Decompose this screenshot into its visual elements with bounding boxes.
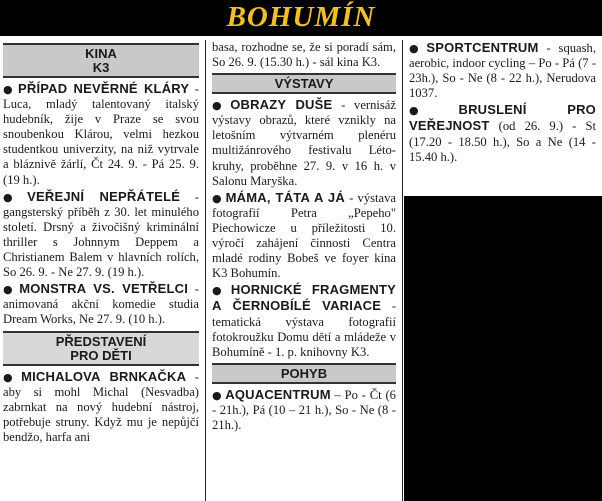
listing-body: - Luca, mladý talentovaný italský hudebník, žije v Praze se svou snoubenkou Klárou, velmi hezkou studentkou univerzity, na niž vytrvale a bláznivě žárlí, Čt 24. 9. - Pá 25. 9. (19 h.).	[3, 82, 199, 187]
column-divider	[402, 40, 403, 501]
listing-entry	[212, 282, 396, 359]
bullet-icon: ●	[3, 83, 15, 96]
bullet-icon: ●	[3, 283, 17, 297]
listing-title: BRUSLENÍ PRO VEŘEJNOST	[409, 102, 596, 134]
listing-entry	[3, 189, 199, 281]
section-heading-line: KINA	[85, 46, 117, 61]
bullet-icon: ●	[3, 370, 19, 384]
section-heading-line: PŘEDSTAVENÍ	[55, 333, 147, 349]
bullet-icon: ●	[212, 99, 228, 113]
listing-title: PŘÍPAD NEVĚRNÉ KLÁRY	[17, 81, 190, 96]
listing-body: - squash, aerobic, indoor cycling – Po - Pá (7 - 23h.), So - Ne (8 - 22 h.), Nerudova 1037.	[409, 41, 596, 101]
masthead-title: BOHUMÍN	[226, 0, 376, 33]
bullet-icon: ●	[212, 388, 223, 402]
listing-body: - aby si mohl Michal (Nesvadba) zabrnkat na nový hudební nástroj, potřebuje struny. Když mu je nepůjčí bendžo, harfa ani	[3, 369, 199, 444]
listing-title: OBRAZY DUŠE	[230, 97, 333, 113]
listing-entry	[3, 281, 199, 327]
bullet-icon: ●	[409, 104, 456, 118]
column-2	[212, 40, 396, 501]
listing-title: MICHALOVA BRNKAČKA	[21, 368, 187, 384]
listing-title: MÁMA, TÁTA A JÁ	[225, 189, 345, 205]
listing-entry	[212, 97, 396, 189]
listing-title: MONSTRA VS. VETŘELCI	[19, 281, 189, 297]
section-heading-line: VÝSTAVY	[274, 76, 334, 92]
section-heading-line: POHYB	[280, 365, 328, 381]
listing-body: - vernisáž výstavy obrazů, které vznikly na letošním výtvarném plenéru multižánrového festivalu Léto-kruhy, proběhne 27. 9. v 16 h. v Salonu Maryška.	[212, 98, 396, 188]
section-heading-vystavy	[212, 73, 396, 94]
masthead-banner	[0, 0, 602, 36]
bullet-icon: ●	[3, 190, 25, 204]
listing-body: - tematická výstava fotografií fotokroužku Domu dětí a mládeže v Bohumíně - 1. p. knihovny K3.	[212, 299, 396, 359]
column-1	[3, 40, 199, 501]
section-heading-line: PRO DĚTI	[70, 347, 132, 363]
listing-body: - animovaná akční komedie studia Dream Works, Ne 27. 9. (10 h.).	[3, 282, 199, 327]
section-heading-kina	[3, 43, 199, 78]
bullet-icon: ●	[212, 191, 223, 205]
listing-body: - výstava fotografií Petra „Pepeho" Piechowicze u příležitosti 10. výročí zahájení činnosti Centra mladé rodiny Bobeš ve foyer kina K3 Bohumín.	[212, 190, 396, 281]
listing-body: - gangsterský příběh z 30. let minulého století. Drsný a živočišný kriminální thriller s Johnnym Deppem a Christianem Balem v hlavních rolích, So 26. 9. - Ne 27. 9. (19 h.).	[3, 189, 199, 280]
section-heading-line: K3	[92, 60, 110, 75]
column-3	[409, 40, 596, 501]
listing-entry	[3, 81, 199, 188]
bullet-icon: ●	[212, 284, 228, 298]
listing-title: HORNICKÉ FRAGMENTY A ČERNOBÍLÉ VARIACE	[212, 282, 396, 314]
listing-entry	[409, 102, 596, 164]
listing-body: (od 26. 9.) - St (17.20 - 18.50 h.), So a Ne (14 - 15.40 h.).	[409, 119, 596, 164]
section-heading-pohyb	[212, 363, 396, 384]
bullet-icon: ●	[409, 42, 424, 55]
listing-entry	[3, 369, 199, 445]
listing-body: – Po - Čt (6 - 21h.), Pá (10 – 21 h.), So - Ne (8 - 21h.).	[212, 387, 396, 432]
listing-title: AQUACENTRUM	[225, 386, 331, 402]
listing-entry	[212, 387, 396, 433]
listing-continuation: basa, rozhodne se, že si poradí sám, So 26. 9. (15.30 h.) - sál kina K3.	[212, 40, 396, 70]
section-heading-deti	[3, 331, 199, 366]
listing-entry	[212, 190, 396, 282]
column-divider	[205, 40, 206, 501]
listing-title: VEŘEJNÍ NEPŘÁTELÉ	[27, 188, 181, 204]
listing-title: SPORTCENTRUM	[426, 40, 539, 55]
listing-entry	[409, 40, 596, 101]
